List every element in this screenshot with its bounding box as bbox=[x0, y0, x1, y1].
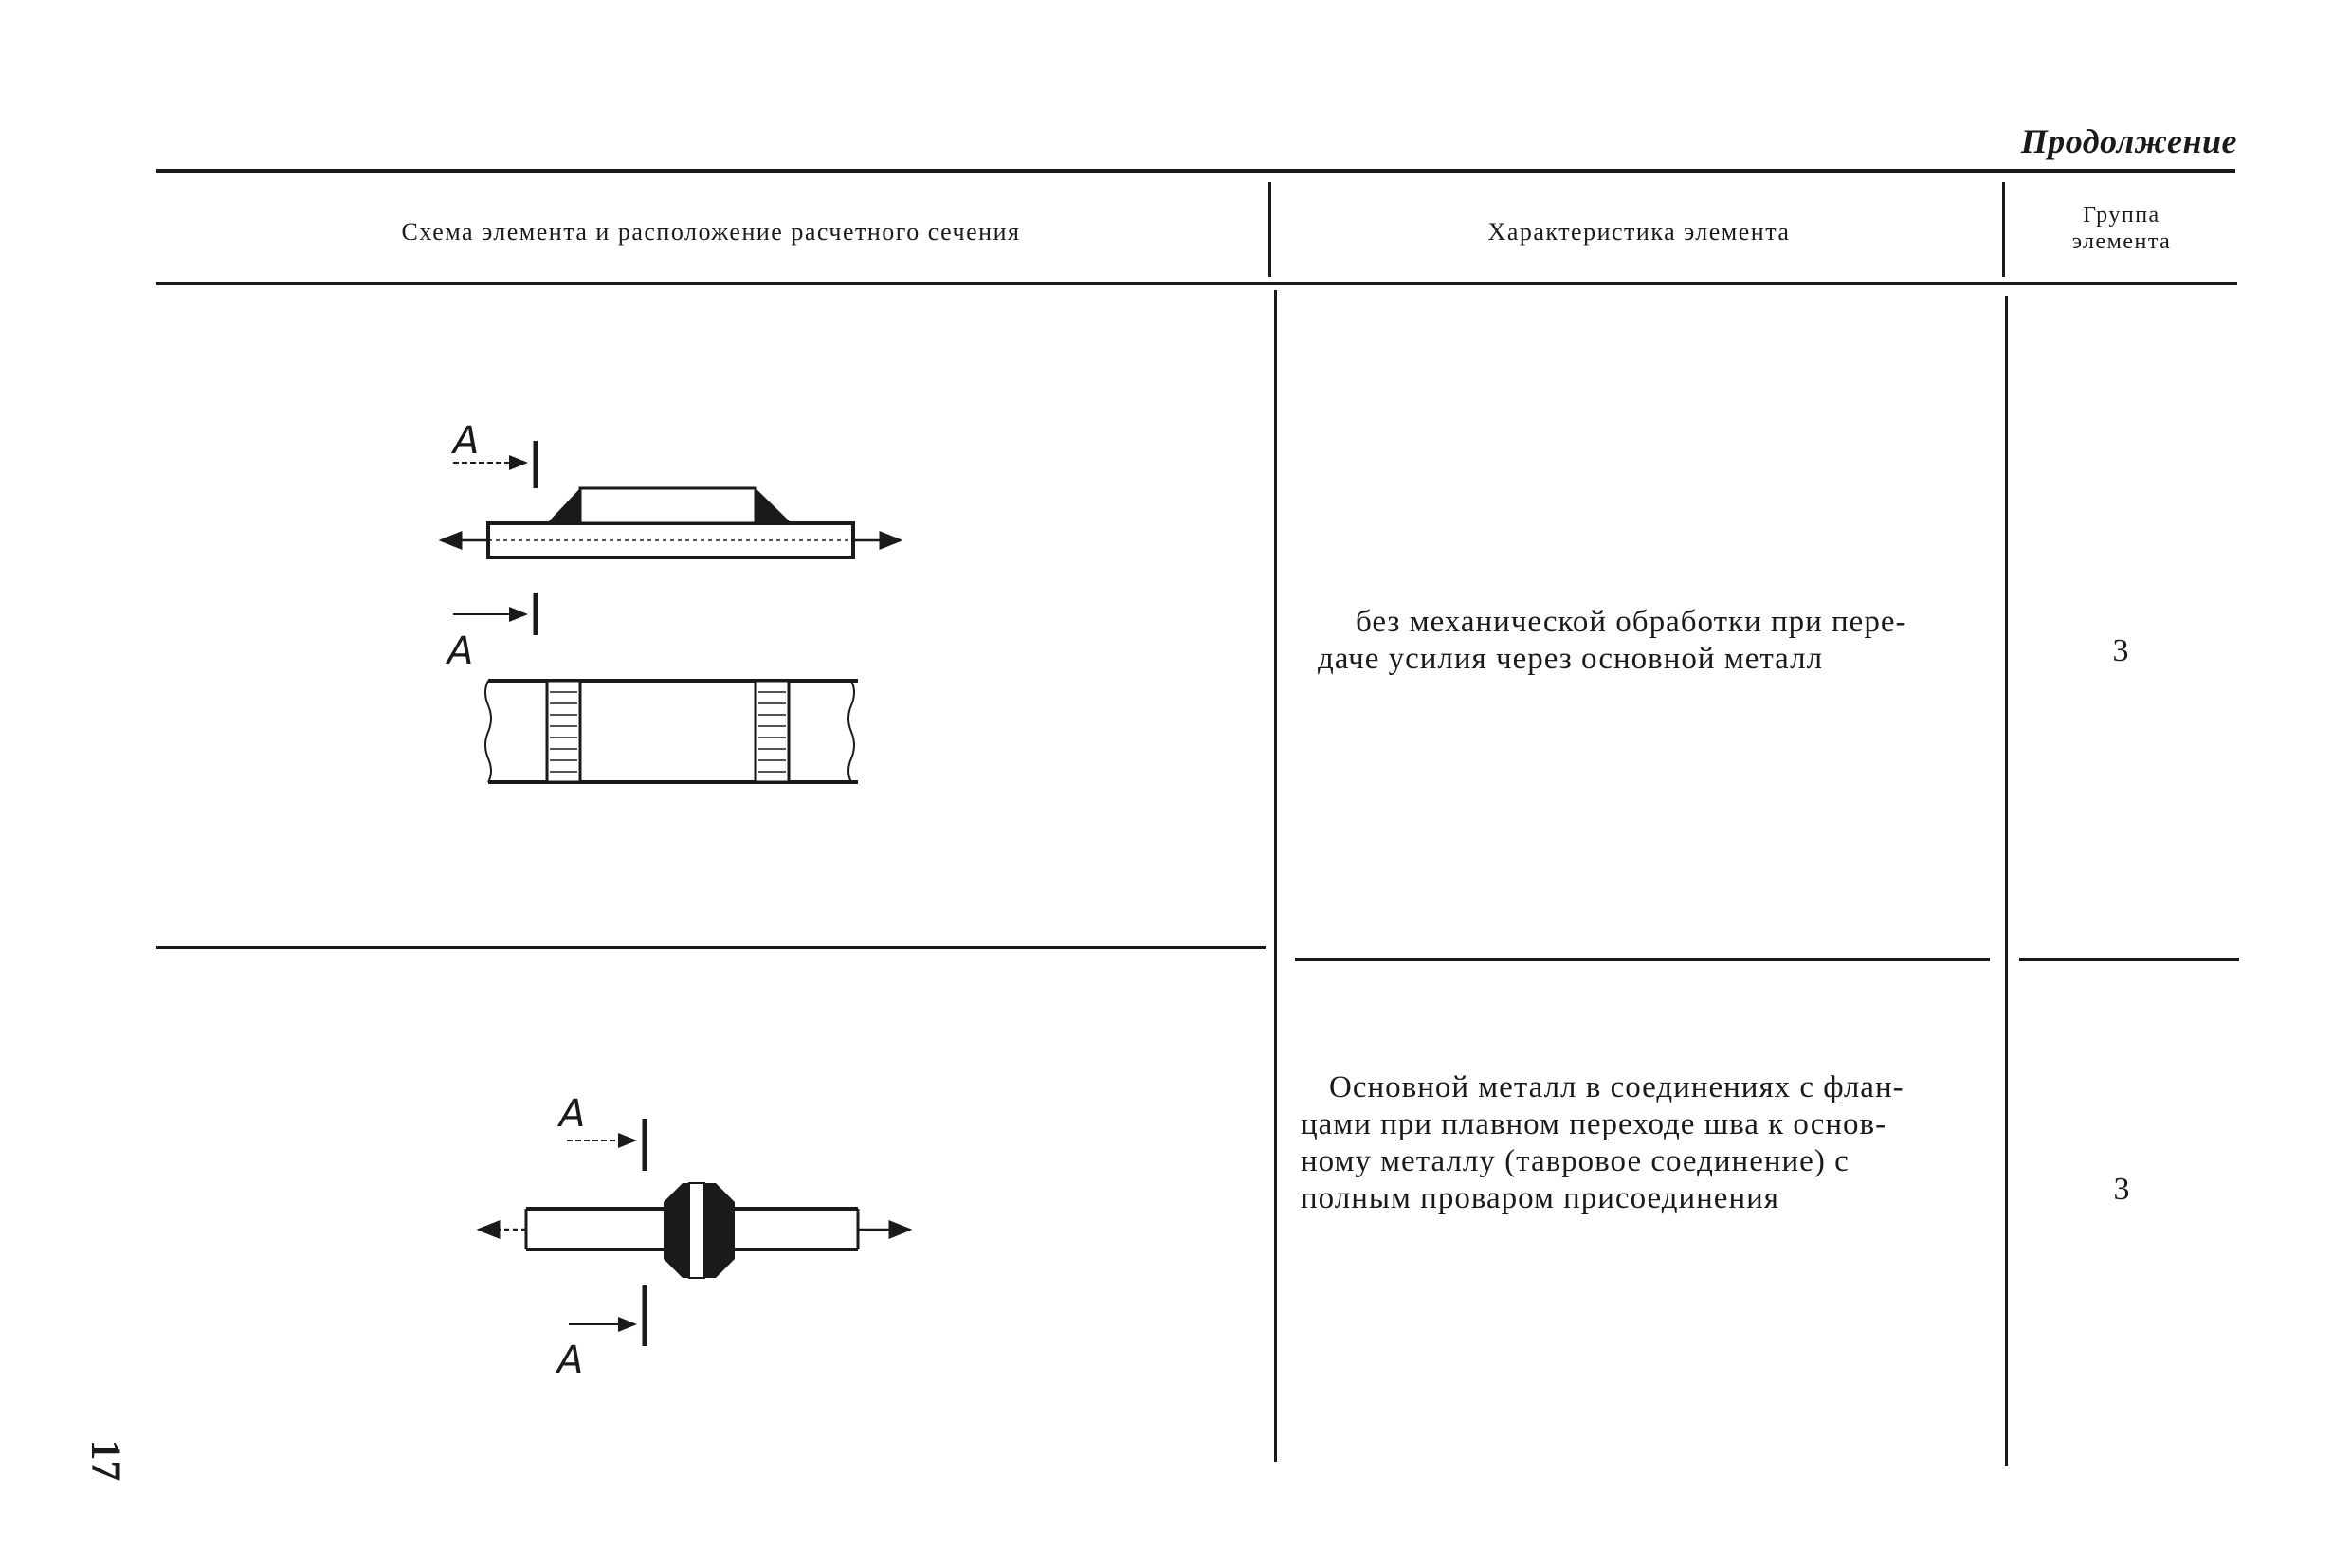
row2-characteristic-line4: полным проваром присоединения bbox=[1301, 1181, 1779, 1215]
page-number: 17 bbox=[82, 1439, 130, 1482]
section-label-bottom-2: A bbox=[557, 1339, 584, 1382]
row2-characteristic bbox=[1301, 1069, 1995, 1217]
section-label-bottom: A bbox=[447, 629, 474, 673]
header-characteristic: Характеристика элемента bbox=[1487, 218, 1791, 246]
header-group-line2: элемента bbox=[2071, 229, 2172, 254]
header-group-line1: Группа bbox=[2083, 203, 2160, 228]
row2-characteristic-line3: ному металлу (тавровое соединение) с bbox=[1301, 1144, 1850, 1178]
section-label-top: A bbox=[453, 419, 480, 463]
row1-group: 3 bbox=[2112, 633, 2129, 668]
continuation-label: Продолжение bbox=[2020, 122, 2237, 160]
row1-characteristic-line1: без механической обработки при пере- bbox=[1356, 605, 1907, 639]
row2-characteristic-line2: цами при плавном переходе шва к основ- bbox=[1301, 1107, 1887, 1141]
row1-characteristic-line2: даче усилия через основной металл bbox=[1318, 642, 1824, 676]
header-scheme: Схема элемента и расположение расчетного сечения bbox=[401, 218, 1021, 246]
row2-characteristic-line1: Основной металл в соединениях с флан- bbox=[1329, 1070, 1904, 1104]
row2-group: 3 bbox=[2113, 1172, 2130, 1207]
section-label-top-2: A bbox=[559, 1092, 586, 1136]
